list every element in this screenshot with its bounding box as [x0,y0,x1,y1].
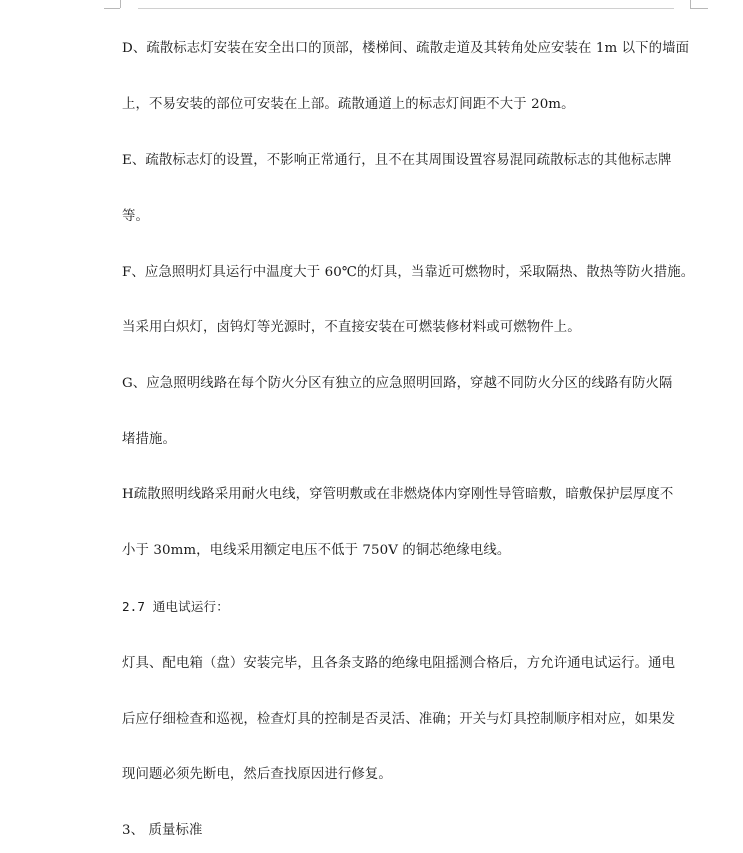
text-line: H疏散照明线路采用耐火电线，穿管明敷或在非燃烧体内穿刚性导管暗敷，暗敷保护层厚度不 [122,487,674,502]
text-line: 现问题必须先断电，然后查找原因进行修复。 [122,767,392,782]
text-line: 后应仔细检查和巡视，检查灯具的控制是否灵活、准确；开关与灯具控制顺序相对应，如果发 [122,712,676,727]
text-line: E、疏散标志灯的设置，不影响正常通行，且不在其周围设置容易混同疏散标志的其他标志牌 [122,153,672,168]
text-line: F、应急照明灯具运行中温度大于 60℃的灯具，当靠近可燃物时，采取隔热、散热等防火措施。 [122,265,695,280]
text-line: 当采用白炽灯，卤钨灯等光源时，不直接安装在可燃装修材料或可燃物件上。 [122,320,581,335]
text-line: 堵措施。 [122,432,176,447]
text-line: 上，不易安装的部位可安装在上部。疏散通道上的标志灯间距不大于 20m。 [122,97,575,112]
section-heading: 2.7 通电试运行： [122,599,229,614]
text-line: 小于 30mm，电线采用额定电压不低于 750V 的铜芯绝缘电线。 [122,543,511,558]
section-heading: 3、 质量标准 [122,823,203,838]
text-line: 等。 [122,209,149,224]
page-corner-mark-left-horizontal [104,8,120,9]
page-corner-mark-left [120,0,121,8]
header-rule [138,8,674,9]
text-line: D、疏散标志灯安装在安全出口的顶部，楼梯间、疏散走道及其转角处应安装在 1m 以下的墙面 [122,41,690,56]
text-line: 灯具、配电箱（盘）安装完毕，且各条支路的绝缘电阻摇测合格后，方允许通电试运行。通电 [122,656,676,671]
page-corner-mark-right-horizontal [690,8,708,9]
page-corner-mark-right [690,0,691,8]
text-line: G、应急照明线路在每个防火分区有独立的应急照明回路，穿越不同防火分区的线路有防火隔 [122,376,673,391]
